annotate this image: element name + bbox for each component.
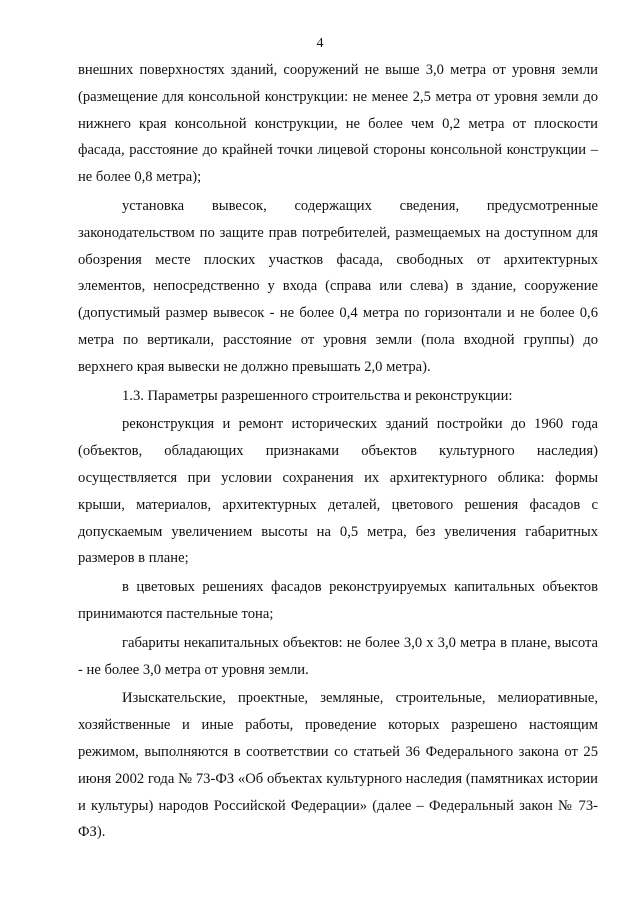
document-body <box>78 57 598 846</box>
paragraph-color-solutions: в цветовых решениях фасадов реконструируемых капитальных объектов принимаются пастельные тона; <box>78 579 598 622</box>
page-number: 4 <box>316 36 324 51</box>
paragraph-reconstruction: реконструкция и ремонт исторических зданий постройки до 1960 года (объектов, обладающих признаками объектов культурного наследия) осуществляется при условии сохранения их архитектурного облика: формы крыши, материалов, архитектурных деталей, цветового решения фасадов с допускаемым увеличением высоты на 0,5 метра, без увеличения габаритных размеров в плане; <box>78 416 598 567</box>
section-heading-1-3: 1.3. Параметры разрешенного строительства и реконструкции: <box>122 387 513 404</box>
paragraph-facade-placement: внешних поверхностях зданий, сооружений не выше 3,0 метра от уровня земли (размещение для консольной конструкции: не менее 2,5 метра от уровня земли до нижнего края консольной конструкции, не более чем 0,2 метра от плоскости фасада, расстояние до крайней точки лицевой стороны консольной конструкции – не более 0,8 метра); <box>78 62 598 186</box>
paragraph-signage: установка вывесок, содержащих сведения, предусмотренные законодательством по защите прав потребителей, размещаемых на доступном для обозрения месте плоских участков фасада, свободных от архитектурных элементов, непосредственно у входа (справа или слева) в здание, сооружение (допустимый размер вывесок - не более 0,4 метра по горизонтали и не более 0,6 метра по вертикали, расстояние от уровня земли (пола входной группы) до верхнего края вывески не должно превышать 2,0 метра). <box>78 197 598 375</box>
paragraph-noncapital-dimensions: габариты некапитальных объектов: не более 3,0 х 3,0 метра в плане, высота - не более 3,0 метра от уровня земли. <box>78 634 598 678</box>
paragraph-survey-works: Изыскательские, проектные, земляные, строительные, мелиоративные, хозяйственные и иные работы, проведение которых разрешено настоящим режимом, выполняются в соответствии со статьей 36 Федерального закона от 25 июня 2002 года № 73-ФЗ «Об объектах культурного наследия (памятниках истории и культуры) народов Российской Федерации» (далее – Федеральный закон № 73-ФЗ). <box>78 690 598 841</box>
